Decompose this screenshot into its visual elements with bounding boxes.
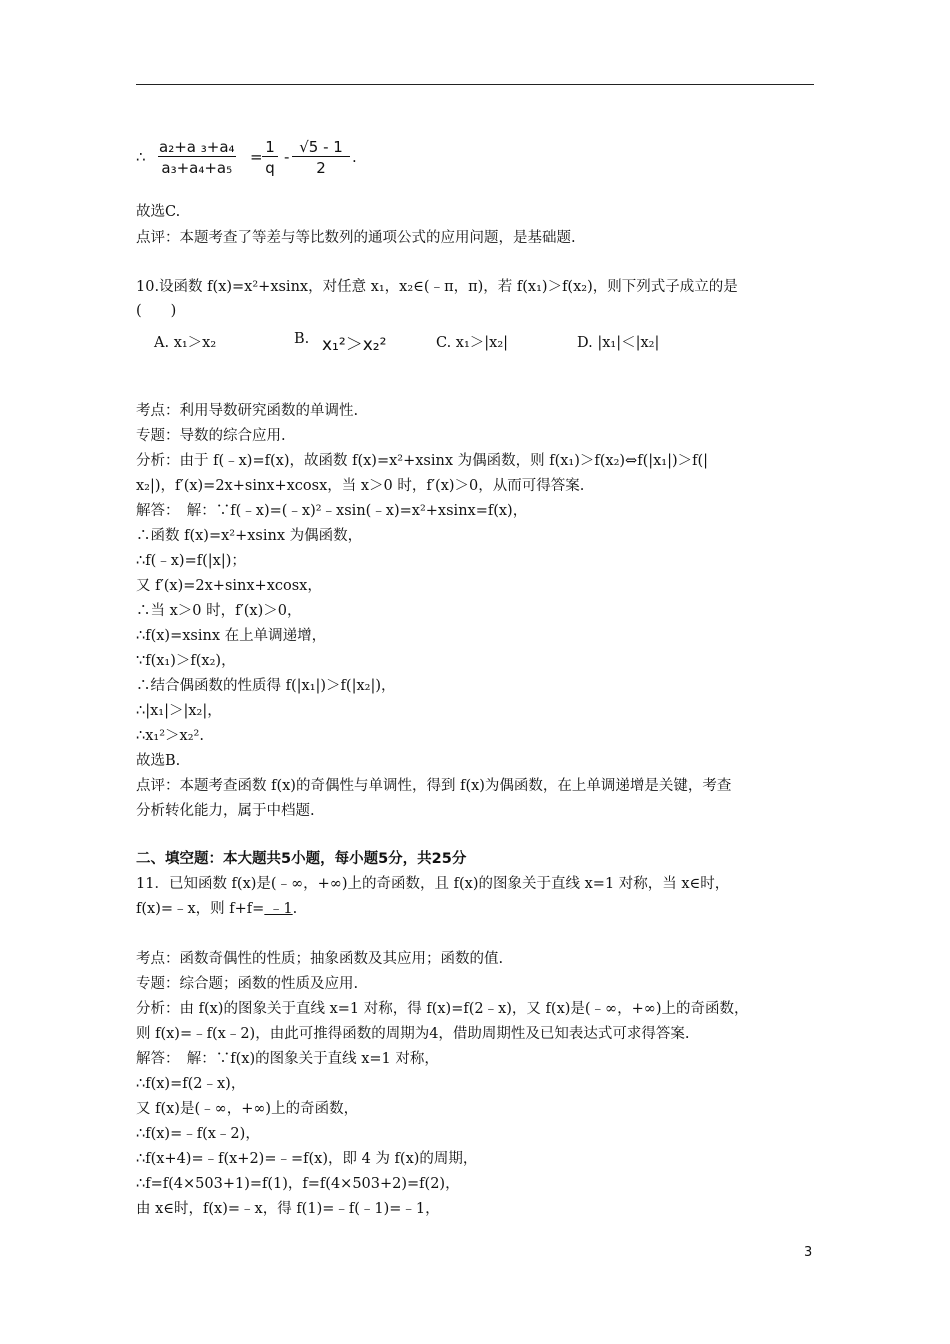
q10-line-5: ∴函数 f(x)=x²+xsinx 为偶函数， [136, 528, 363, 544]
fraction-1 [158, 138, 236, 177]
q10-line-14: 故选B. [136, 753, 181, 769]
q11-line-6: 又 f(x)是(﹣∞，+∞)上的奇函数， [136, 1101, 359, 1117]
q10-line-4: 解答： 解：∵f(﹣x)=(﹣x)²﹣xsin(﹣x)=x²+xsinx=f(x)， [136, 503, 528, 519]
q10-line-10: ∵f(x₁)＞f(x₂)， [136, 653, 236, 669]
option-d: D. |x₁|＜|x₂| [577, 335, 660, 351]
q10-line-3: x₂|)，f′(x)=2x+sinx+xcosx，当 x＞0 时，f′(x)＞0，从而可得答案. [136, 478, 585, 494]
fraction-3-denominator: 2 [292, 156, 350, 177]
intro-line-2: 10.设函数 f(x)=x²+xsinx，对任意 x₁，x₂∈(﹣π，π)，若 f(x₁)＞f(x₂)，则下列式子成立的是 [136, 279, 738, 295]
page-number: 3 [804, 1245, 813, 1260]
fraction-2 [262, 138, 278, 177]
q11-line-7: ∴f(x)=﹣f(x﹣2)， [136, 1126, 260, 1142]
q10-line-7: 又 f′(x)=2x+sinx+xcosx， [136, 578, 322, 594]
option-c: C. x₁＞|x₂| [436, 335, 509, 351]
fraction-3-numerator: √5 - 1 [299, 138, 343, 156]
q11-line-9: ∴f=f(4×503+1)=f(1)，f=f(4×503+2)=f(2)， [136, 1176, 460, 1192]
intro-line-3: ( ) [136, 303, 177, 319]
question-11-end: . [292, 901, 298, 917]
fraction-1-numerator: a₂+a ₃+a₄ [159, 138, 235, 156]
q11-line-5: ∴f(x)=f(2﹣x)， [136, 1076, 246, 1092]
q10-line-9: ∴f(x)=xsinx 在上单调递增， [136, 628, 327, 644]
header-rule [136, 84, 814, 85]
q11-line-1: 专题：综合题；函数的性质及应用. [136, 976, 359, 992]
equals-sign: = [250, 148, 263, 166]
period: . [352, 148, 357, 166]
question-11-line-2 [136, 899, 297, 919]
option-b-expression: x₁²＞x₂² [322, 335, 387, 355]
q11-line-8: ∴f(x+4)=﹣f(x+2)=﹣=f(x)，即 4 为 f(x)的周期， [136, 1151, 478, 1167]
q11-line-0: 考点：函数奇偶性的性质；抽象函数及其应用；函数的值. [136, 951, 504, 967]
option-b-label: B. [294, 331, 310, 347]
fraction-3 [292, 138, 350, 177]
question-11-prefix: f(x)=﹣x，则 f+f= [136, 901, 265, 917]
q10-line-11: ∴结合偶函数的性质得 f(|x₁|)＞f(|x₂|)， [136, 678, 396, 694]
fraction-2-denominator: q [262, 156, 278, 177]
option-a: A. x₁＞x₂ [154, 335, 217, 351]
intro-line-1: 点评：本题考查了等差与等比数列的通项公式的应用问题，是基础题. [136, 230, 576, 246]
q10-line-12: ∴|x₁|＞|x₂|， [136, 703, 222, 719]
q10-line-0: 考点：利用导数研究函数的单调性. [136, 403, 359, 419]
q11-line-10: 由 x∈时，f(x)=﹣x，得 f(1)=﹣f(﹣1)=﹣1， [136, 1201, 440, 1217]
q10-line-2: 分析：由于 f(﹣x)=f(x)，故函数 f(x)=x²+xsinx 为偶函数，则 f(x₁)＞f(x₂)⇔f(|x₁|)＞f(| [136, 453, 709, 469]
q11-line-4: 解答： 解：∵f(x)的图象关于直线 x=1 对称， [136, 1051, 439, 1067]
section-heading: 二、填空题：本大题共5小题，每小题5分，共25分 [136, 851, 467, 867]
minus-sign: - [284, 148, 290, 166]
intro-line-0: 故选C. [136, 204, 181, 220]
fraction-expression [136, 138, 466, 188]
q10-line-1: 专题：导数的综合应用. [136, 428, 286, 444]
q10-line-13: ∴x₁²＞x₂². [136, 728, 204, 744]
fraction-2-numerator: 1 [265, 138, 275, 156]
therefore-symbol: ∴ [136, 148, 146, 166]
q10-line-8: ∴当 x＞0 时，f′(x)＞0， [136, 603, 302, 619]
question-11-answer: ﹣1 [264, 901, 293, 917]
q10-line-6: ∴f(﹣x)=f(|x|)； [136, 553, 246, 569]
q11-line-3: 则 f(x)=﹣f(x﹣2)，由此可推得函数的周期为4，借助周期性及已知表达式可求得答案. [136, 1026, 690, 1042]
q11-line-2: 分析：由 f(x)的图象关于直线 x=1 对称，得 f(x)=f(2﹣x)，又 f(x)是(﹣∞，+∞)上的奇函数， [136, 1001, 749, 1017]
q10-line-16: 分析转化能力，属于中档题. [136, 803, 315, 819]
fraction-1-denominator: a₃+a₄+a₅ [158, 156, 236, 177]
question-11-line-1: 11．已知函数 f(x)是(﹣∞，+∞)上的奇函数，且 f(x)的图象关于直线 x=1 对称，当 x∈时， [136, 876, 730, 892]
q10-line-15: 点评：本题考查函数 f(x)的奇偶性与单调性，得到 f(x)为偶函数，在上单调递增是关键，考查 [136, 778, 732, 794]
